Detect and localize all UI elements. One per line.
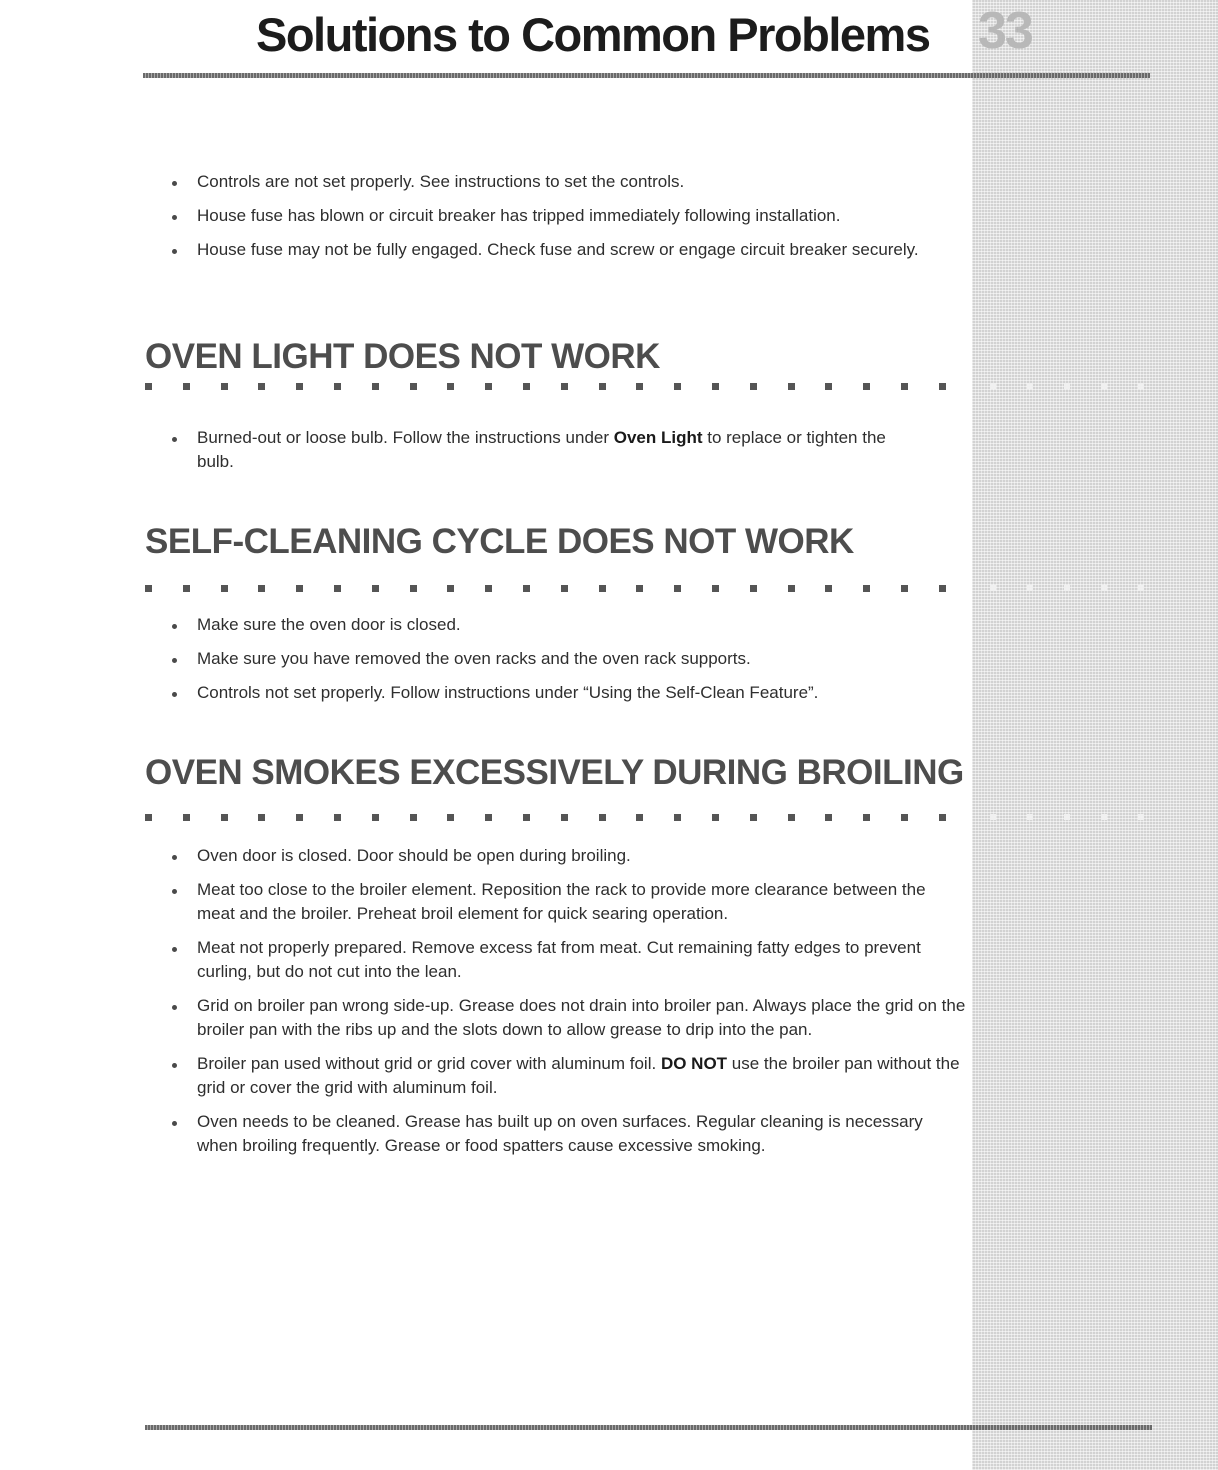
divider-square [221, 383, 228, 390]
bullet-icon [172, 624, 177, 629]
divider-square [410, 814, 417, 821]
bullet-icon [172, 947, 177, 952]
divider-square [1027, 383, 1033, 389]
list-item: Meat not properly prepared. Remove excess fat from meat. Cut remaining fatty edges to prevent curling, but do not cut into the lean. [168, 936, 968, 984]
divider-square [410, 585, 417, 592]
list-item: House fuse has blown or circuit breaker has tripped immediately following installation. [168, 204, 958, 228]
divider-square [485, 383, 492, 390]
section-divider [145, 585, 1150, 593]
section-divider [145, 383, 1150, 391]
divider-square [939, 383, 946, 390]
divider-square [372, 383, 379, 390]
divider-square [145, 814, 152, 821]
divider-square [561, 585, 568, 592]
divider-square [447, 585, 454, 592]
divider-square [561, 814, 568, 821]
bullet-icon [172, 889, 177, 894]
bullet-icon [172, 1063, 177, 1068]
list-item: Meat too close to the broiler element. Reposition the rack to provide more clearance between the meat and the broiler. Preheat broil element for quick searing operation. [168, 878, 968, 926]
divider-square [1138, 585, 1144, 591]
divider-square [221, 585, 228, 592]
divider-square [825, 383, 832, 390]
divider-square [712, 383, 719, 390]
divider-square [523, 585, 530, 592]
divider-square [750, 814, 757, 821]
divider-square [788, 814, 795, 821]
divider-square [788, 383, 795, 390]
divider-square [636, 383, 643, 390]
divider-square [712, 585, 719, 592]
divider-square [990, 383, 996, 389]
bullet-icon [172, 855, 177, 860]
divider-square [636, 585, 643, 592]
oven-smokes-list [168, 844, 968, 1168]
divider-square [334, 383, 341, 390]
list-item: Controls not set properly. Follow instructions under “Using the Self-Clean Feature”. [168, 681, 958, 705]
divider-square [788, 585, 795, 592]
divider-square [674, 383, 681, 390]
divider-square [674, 814, 681, 821]
list-item: Oven needs to be cleaned. Grease has built up on oven surfaces. Regular cleaning is necessary when broiling frequently. Grease or food spatters cause excessive smoking. [168, 1110, 968, 1158]
divider-square [258, 814, 265, 821]
divider-square [750, 585, 757, 592]
divider-square [1027, 585, 1033, 591]
divider-square [599, 383, 606, 390]
divider-square [296, 814, 303, 821]
bullet-icon [172, 692, 177, 697]
divider-square [863, 585, 870, 592]
bullet-icon [172, 1121, 177, 1126]
divider-square [712, 814, 719, 821]
section-heading-self-cleaning: SELF-CLEANING CYCLE DOES NOT WORK [145, 522, 854, 561]
intro-list [168, 170, 958, 272]
divider-square [221, 814, 228, 821]
divider-square [372, 814, 379, 821]
divider-square [183, 383, 190, 390]
page-number: 33 [978, 2, 1032, 60]
bullet-icon [172, 181, 177, 186]
divider-square [599, 814, 606, 821]
divider-square [901, 383, 908, 390]
bullet-icon [172, 658, 177, 663]
list-item: Controls are not set properly. See instructions to set the controls. [168, 170, 958, 194]
list-item: Oven door is closed. Door should be open during broiling. [168, 844, 968, 868]
bullet-icon [172, 437, 177, 442]
list-item: Broiler pan used without grid or grid cover with aluminum foil. DO NOT use the broiler pan without the grid or cover the grid with aluminum foil. [168, 1052, 968, 1100]
divider-square [1101, 383, 1107, 389]
divider-square [990, 585, 996, 591]
divider-square [636, 814, 643, 821]
oven-light-list [168, 426, 908, 484]
divider-square [334, 814, 341, 821]
divider-square [990, 814, 996, 820]
list-item: House fuse may not be fully engaged. Check fuse and screw or engage circuit breaker securely. [168, 238, 958, 262]
divider-square [1101, 814, 1107, 820]
divider-square [939, 814, 946, 821]
divider-square [258, 383, 265, 390]
divider-square [372, 585, 379, 592]
divider-square [145, 585, 152, 592]
page-title: Solutions to Common Problems [256, 8, 930, 61]
divider-square [863, 814, 870, 821]
section-heading-oven-smokes: OVEN SMOKES EXCESSIVELY DURING BROILING [145, 753, 964, 792]
divider-square [447, 814, 454, 821]
divider-square [334, 585, 341, 592]
bullet-icon [172, 249, 177, 254]
divider-square [1138, 814, 1144, 820]
list-item: Burned-out or loose bulb. Follow the instructions under Oven Light to replace or tighten the bulb. [168, 426, 908, 474]
divider-square [145, 383, 152, 390]
divider-square [183, 585, 190, 592]
divider-square [1027, 814, 1033, 820]
list-item: Grid on broiler pan wrong side-up. Grease does not drain into broiler pan. Always place the grid on the broiler pan with the ribs up and the slots down to allow grease to drip into the pan. [168, 994, 968, 1042]
divider-square [825, 814, 832, 821]
divider-square [447, 383, 454, 390]
bullet-icon [172, 1005, 177, 1010]
divider-square [296, 383, 303, 390]
bullet-icon [172, 215, 177, 220]
self-cleaning-list [168, 613, 958, 715]
divider-square [485, 814, 492, 821]
section-divider [145, 814, 1150, 822]
divider-square [1064, 383, 1070, 389]
list-item: Make sure you have removed the oven racks and the oven rack supports. [168, 647, 958, 671]
divider-square [901, 585, 908, 592]
divider-square [410, 383, 417, 390]
divider-square [258, 585, 265, 592]
divider-square [523, 383, 530, 390]
footer-rule [145, 1425, 1152, 1430]
divider-square [561, 383, 568, 390]
divider-square [485, 585, 492, 592]
divider-square [674, 585, 681, 592]
divider-square [599, 585, 606, 592]
divider-square [1101, 585, 1107, 591]
divider-square [901, 814, 908, 821]
divider-square [1064, 814, 1070, 820]
section-heading-oven-light: OVEN LIGHT DOES NOT WORK [145, 337, 660, 376]
divider-square [1138, 383, 1144, 389]
divider-square [1064, 585, 1070, 591]
divider-square [825, 585, 832, 592]
page-sidebar [972, 0, 1218, 1470]
divider-square [296, 585, 303, 592]
header-rule [143, 73, 1150, 78]
divider-square [183, 814, 190, 821]
divider-square [750, 383, 757, 390]
divider-square [939, 585, 946, 592]
divider-square [523, 814, 530, 821]
divider-square [863, 383, 870, 390]
list-item: Make sure the oven door is closed. [168, 613, 958, 637]
